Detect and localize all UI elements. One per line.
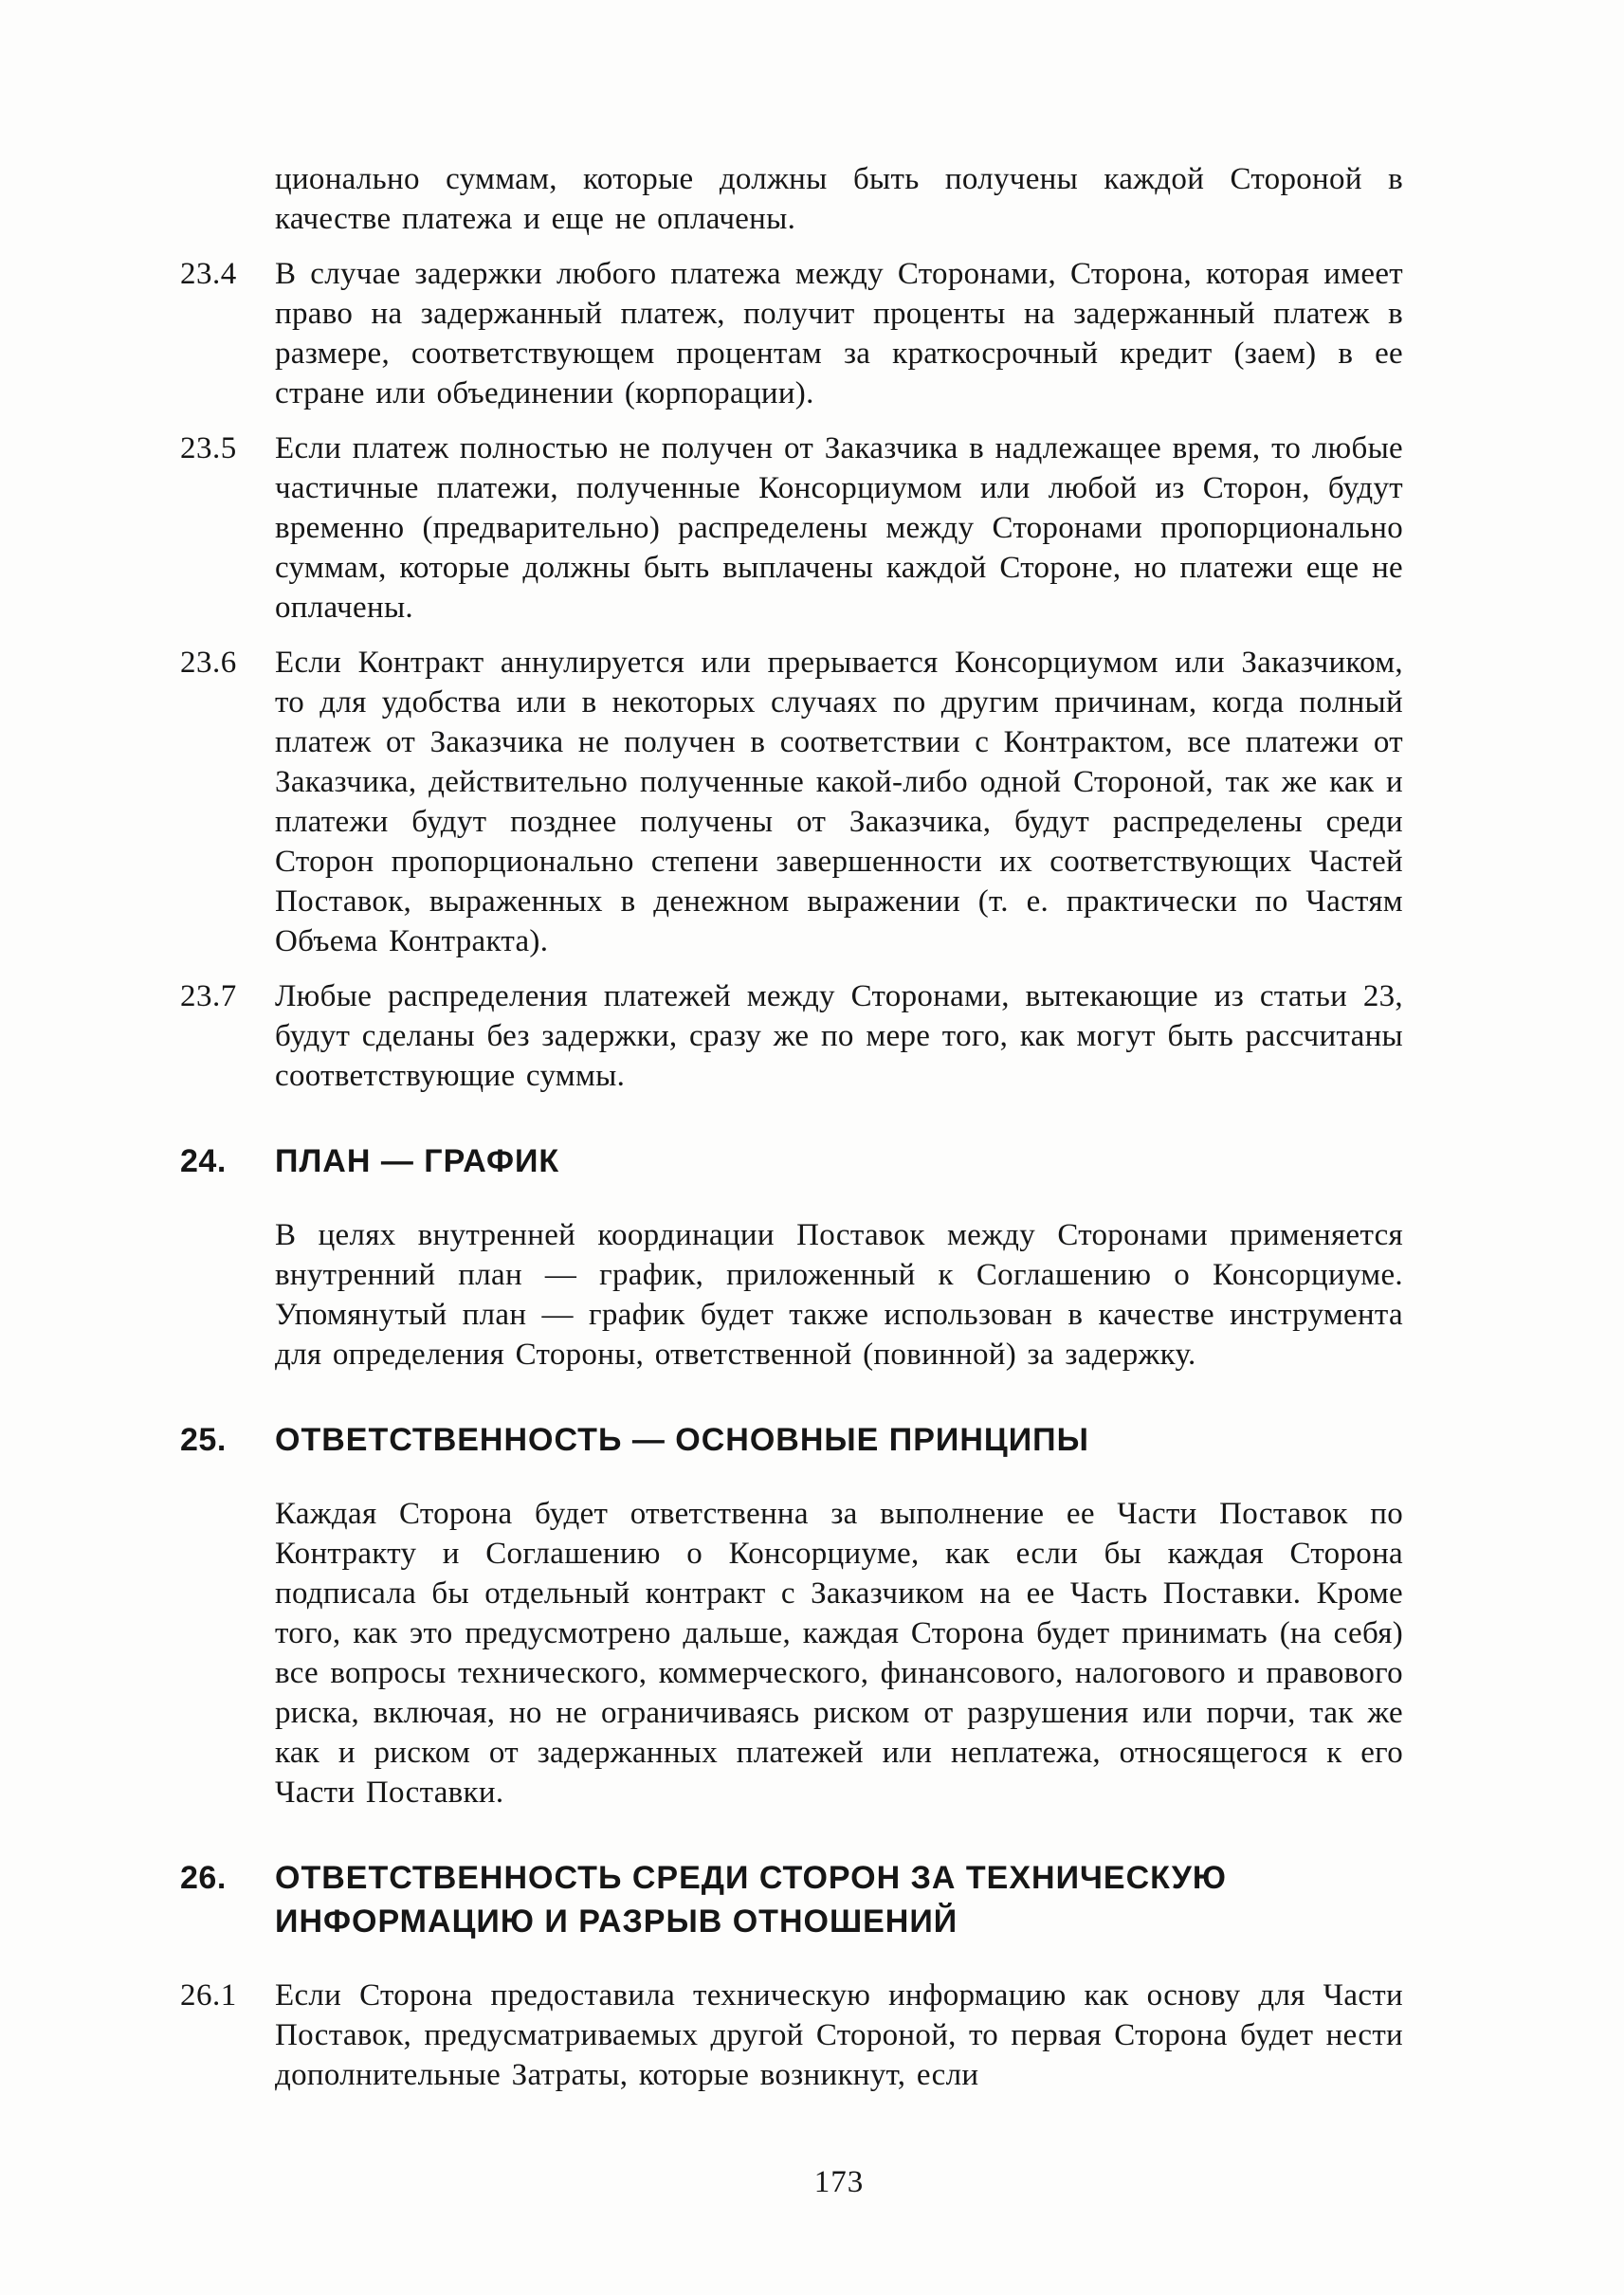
clause-23-5-row [180,428,1403,628]
paragraph: Если платеж полностью не получен от Заказчика в надлежащее время, то любые частичные платежи, полученные Консорциумом или любой из Сторон, будут временно (предварительно) распределены между Сторонами пропорционально суммам, которые должны быть выплачены каждой Стороне, но платежи еще не оплачены. [275,431,1403,625]
clause-number: 23.6 [180,646,237,680]
clause-23-4-row [180,254,1403,413]
section-24-heading-row [180,1139,1403,1183]
paragraph: ционально суммам, которые должны быть получены каждой Стороной в качестве платежа и еще не оплачены. [275,162,1403,236]
section-24-paragraph-row [180,1215,1403,1375]
section-number: 25. [180,1422,227,1458]
text-block [180,159,1403,2110]
section-25-paragraph-row [180,1494,1403,1812]
page-number: 173 [813,2165,865,2199]
paragraph-continuation-row [180,159,1403,239]
clause-number: 26.1 [180,1978,237,2013]
paragraph: Если Сторона предоставила техническую информацию как основу для Части Поставок, предусматриваемых другой Стороной, то первая Сторона будет нести дополнительные Затраты, которые возникнут, если [275,1978,1403,2092]
clause-26-1-row [180,1976,1403,2095]
paragraph: В целях внутренней координации Поставок между Сторонами применяется внутренний план — график, приложенный к Соглашению о Консорциуме. Упомянутый план — график будет также использован в качестве инструмента для определения Стороны, ответственной (повинной) за задержку. [275,1218,1403,1372]
section-heading: ОТВЕТСТВЕННОСТЬ СРЕДИ СТОРОН ЗА ТЕХНИЧЕСКУЮ ИНФОРМАЦИЮ И РАЗРЫВ ОТНОШЕНИЙ [275,1860,1227,1940]
section-26-heading-row [180,1856,1403,1943]
paragraph: В случае задержки любого платежа между Сторонами, Сторона, которая имеет право на задержанный платеж, получит проценты на задержанный платеж в размере, соответствующем процентам за краткосрочный кредит (заем) в ее стране или объединении (корпорации). [275,257,1403,410]
clause-number: 23.7 [180,979,237,1013]
section-number: 24. [180,1143,227,1179]
paragraph: Если Контракт аннулируется или прерывается Консорциумом или Заказчиком, то для удобства или в некоторых случаях по другим причинам, когда полный платеж от Заказчика не получен в соответствии с Контрактом, все платежи от Заказчика, действительно полученные какой-либо одной Стороной, так же как и платежи будут позднее получены от Заказчика, будут распределены среди Сторон пропорционально степени завершенности их соответствующих Частей Поставок, выраженных в денежном выражении (т. е. практически по Частям Объема Контракта). [275,646,1403,958]
clause-number: 23.4 [180,257,237,291]
paragraph: Каждая Сторона будет ответственна за выполнение ее Части Поставок по Контракту и Соглашению о Консорциуме, как если бы каждая Сторона подписала бы отдельный контракт с Заказчиком на ее Часть Поставки. Кроме того, как это предусмотрено дальше, каждая Сторона будет принимать (на себя) все вопросы технического, коммерческого, финансового, налогового и правового риска, включая, но не ограничиваясь риском от разрушения или порчи, так же как и риском от задержанных платежей или неплатежа, относящегося к его Части Поставки. [275,1497,1403,1810]
clause-23-7-row [180,976,1403,1096]
section-25-heading-row [180,1418,1403,1462]
clause-23-6-row [180,643,1403,961]
section-heading: ПЛАН — ГРАФИК [275,1143,560,1179]
section-heading: ОТВЕТСТВЕННОСТЬ — ОСНОВНЫЕ ПРИНЦИПЫ [275,1422,1089,1458]
clause-number: 23.5 [180,431,237,465]
paragraph: Любые распределения платежей между Сторонами, вытекающие из статьи 23, будут сделаны без задержки, сразу же по мере того, как могут быть рассчитаны соответствующие суммы. [275,979,1403,1093]
section-number: 26. [180,1860,227,1896]
